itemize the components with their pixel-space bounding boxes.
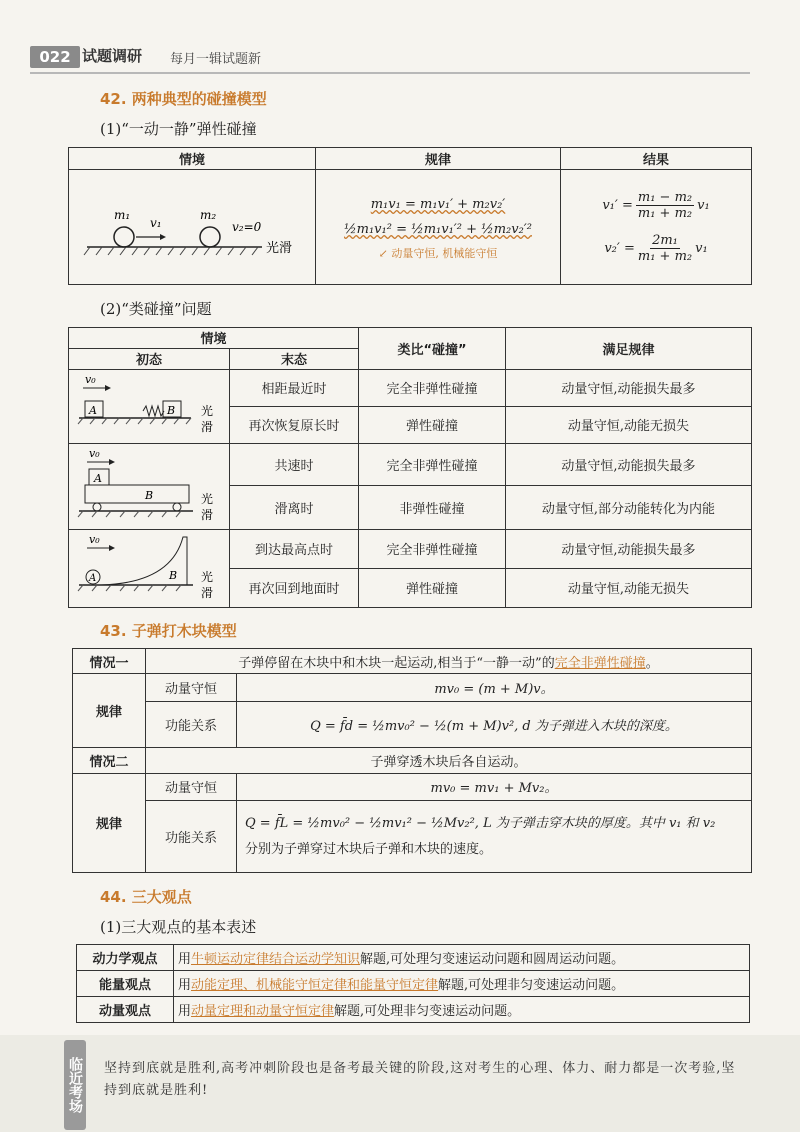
row3-analogy: 完全非弹性碰撞 xyxy=(359,443,506,485)
row6-final: 再次回到地面时 xyxy=(230,568,359,607)
elastic-collision-diagram xyxy=(72,175,312,275)
t1-law-cell xyxy=(316,170,561,285)
case2-energy-label: 功能关系 xyxy=(146,801,237,873)
header-rule xyxy=(30,72,750,74)
case2-law-label: 规律 xyxy=(73,773,146,872)
viewpoint-momentum-label: 动量观点 xyxy=(77,997,174,1023)
row2-final: 再次恢复原长时 xyxy=(230,406,359,443)
row5-analogy: 完全非弹性碰撞 xyxy=(359,529,506,568)
section-44-sub1: (1)三大观点的基本表述 xyxy=(100,918,257,936)
energy-equation: ½m₁v₁² = ½m₁v₁′² + ½m₂v₂′² xyxy=(344,222,532,237)
viewpoint-dynamics-label: 动力学观点 xyxy=(77,945,174,971)
result-v2: v₂′ = $\frac{\text{2m₁}}{\text{m₁ + m₂}}$ v₁ xyxy=(604,233,708,264)
label-m2: m₂ xyxy=(200,208,217,222)
curved-slide-diagram xyxy=(71,531,227,601)
svg-text:v₀: v₀ xyxy=(89,447,100,461)
viewpoint-momentum-text: 用动量定理和动量守恒定律解题,可处理非匀变速运动问题。 xyxy=(174,997,750,1023)
label-m1: m₁ xyxy=(114,208,131,222)
smooth-label-bottom: 滑 xyxy=(201,420,214,435)
handwritten-note: ↙ 动量守恒, 机械能守恒 xyxy=(378,247,498,260)
footer-tag: 临近考场 xyxy=(64,1040,86,1130)
fig-block-board xyxy=(69,443,230,529)
svg-text:A: A xyxy=(89,573,97,585)
case1-highlight: 完全非弹性碰撞 xyxy=(554,655,646,671)
case1-energy-label: 功能关系 xyxy=(146,701,237,747)
block-board-diagram xyxy=(71,445,227,523)
t2-header-situation: 情境 xyxy=(69,328,359,349)
svg-text:B: B xyxy=(145,489,154,503)
column-title: 试题调研 xyxy=(82,47,143,65)
svg-text:A: A xyxy=(94,472,102,486)
svg-text:光: 光 xyxy=(201,492,214,507)
three-viewpoints-table xyxy=(76,944,750,1023)
section-42-sub1: (1)“一动一静”弹性碰撞 xyxy=(100,120,257,138)
t1-result-cell xyxy=(561,170,752,285)
case1-momentum-eq: mv₀ = (m + M)v。 xyxy=(237,674,752,701)
case2-energy-eq: Q = f̄L = ½mv₀² − ½mv₁² − ½Mv₂², L 为子弹击穿木块的厚度。其中 v₁ 和 v₂ 分别为子弹穿过木块后子弹和木块的速度。 xyxy=(237,801,752,873)
page-number: 022 xyxy=(30,46,80,68)
row1-final: 相距最近时 xyxy=(230,369,359,406)
row1-law: 动量守恒,动能损失最多 xyxy=(506,369,752,406)
section-42-title: 42. 两种典型的碰撞模型 xyxy=(100,90,267,108)
label-v1: v₁ xyxy=(150,216,162,230)
ball-m2 xyxy=(200,227,220,247)
section-44-title: 44. 三大观点 xyxy=(100,888,192,906)
column-subtitle: 每月一辑试题新 xyxy=(170,52,262,67)
row2-law: 动量守恒,动能无损失 xyxy=(506,406,752,443)
case2-label: 情况二 xyxy=(73,748,146,773)
bullet-block-table xyxy=(72,648,752,873)
svg-text:B: B xyxy=(167,404,176,418)
section-43-title: 43. 子弹打木块模型 xyxy=(100,622,237,640)
fig-curved-slide xyxy=(69,529,230,607)
t2-header-final: 末态 xyxy=(230,348,359,369)
case1-law-label: 规律 xyxy=(73,674,146,748)
t1-header-situation: 情境 xyxy=(69,148,316,170)
footer-motto: 坚持到底就是胜利,高考冲刺阶段也是备考最关键的阶段,这对考生的心理、体力、耐力都是一次考验,坚持到底就是胜利! xyxy=(104,1061,736,1098)
t2-header-law: 满足规律 xyxy=(506,328,752,370)
svg-text:v₀: v₀ xyxy=(85,373,96,387)
t1-situation-figure xyxy=(69,170,316,285)
case1-label: 情况一 xyxy=(73,649,146,674)
row4-law: 动量守恒,部分动能转化为内能 xyxy=(506,485,752,529)
fig-spring-blocks xyxy=(69,369,230,443)
svg-text:A: A xyxy=(89,404,97,418)
section-42-sub2: (2)“类碰撞”问题 xyxy=(100,300,212,318)
row3-law: 动量守恒,动能损失最多 xyxy=(506,443,752,485)
row1-analogy: 完全非弹性碰撞 xyxy=(359,369,506,406)
t1-header-result: 结果 xyxy=(561,148,752,170)
row6-law: 动量守恒,动能无损失 xyxy=(506,568,752,607)
smooth-label-top: 光 xyxy=(201,404,214,419)
viewpoint-energy-text: 用动能定理、机械能守恒定律和能量守恒定律解题,可处理非匀变速运动问题。 xyxy=(174,971,750,997)
quasi-collision-table xyxy=(68,327,752,608)
elastic-collision-table xyxy=(68,147,752,285)
svg-text:光: 光 xyxy=(201,570,214,585)
svg-text:滑: 滑 xyxy=(201,586,214,601)
t2-header-analogy: 类比“碰撞” xyxy=(359,328,506,370)
row6-analogy: 弹性碰撞 xyxy=(359,568,506,607)
case1-momentum-label: 动量守恒 xyxy=(146,674,237,701)
svg-text:v₀: v₀ xyxy=(89,533,100,547)
row5-final: 到达最高点时 xyxy=(230,529,359,568)
case1-text: 子弹停留在木块中和木块一起运动,相当于“一静一动”的完全非弹性碰撞。 xyxy=(146,649,752,674)
result-v1: v₁′ = $\frac{\text{m₁ − m₂}}{\text{m₁ + m₂}}$ v₁ xyxy=(602,190,710,221)
svg-text:滑: 滑 xyxy=(201,508,214,523)
case2-momentum-label: 动量守恒 xyxy=(146,773,237,800)
momentum-equation: m₁v₁ = m₁v₁′ + m₂v₂′ xyxy=(370,197,506,212)
label-v2: v₂=0 xyxy=(232,220,262,234)
ball-m1 xyxy=(114,227,134,247)
row5-law: 动量守恒,动能损失最多 xyxy=(506,529,752,568)
label-smooth: 光滑 xyxy=(266,241,293,256)
case1-energy-eq: Q = f̄d = ½mv₀² − ½(m + M)v², d 为子弹进入木块的深度。 xyxy=(237,701,752,747)
spring-blocks-diagram xyxy=(71,371,227,437)
row2-analogy: 弹性碰撞 xyxy=(359,406,506,443)
case2-momentum-eq: mv₀ = mv₁ + Mv₂。 xyxy=(237,773,752,800)
row3-final: 共速时 xyxy=(230,443,359,485)
svg-text:B: B xyxy=(169,569,178,583)
t2-header-initial: 初态 xyxy=(69,348,230,369)
viewpoint-energy-label: 能量观点 xyxy=(77,971,174,997)
row4-final: 滑离时 xyxy=(230,485,359,529)
viewpoint-dynamics-text: 用牛顿运动定律结合运动学知识解题,可处理匀变速运动问题和圆周运动问题。 xyxy=(174,945,750,971)
t1-header-law: 规律 xyxy=(316,148,561,170)
row4-analogy: 非弹性碰撞 xyxy=(359,485,506,529)
case2-text: 子弹穿透木块后各自运动。 xyxy=(146,748,752,773)
